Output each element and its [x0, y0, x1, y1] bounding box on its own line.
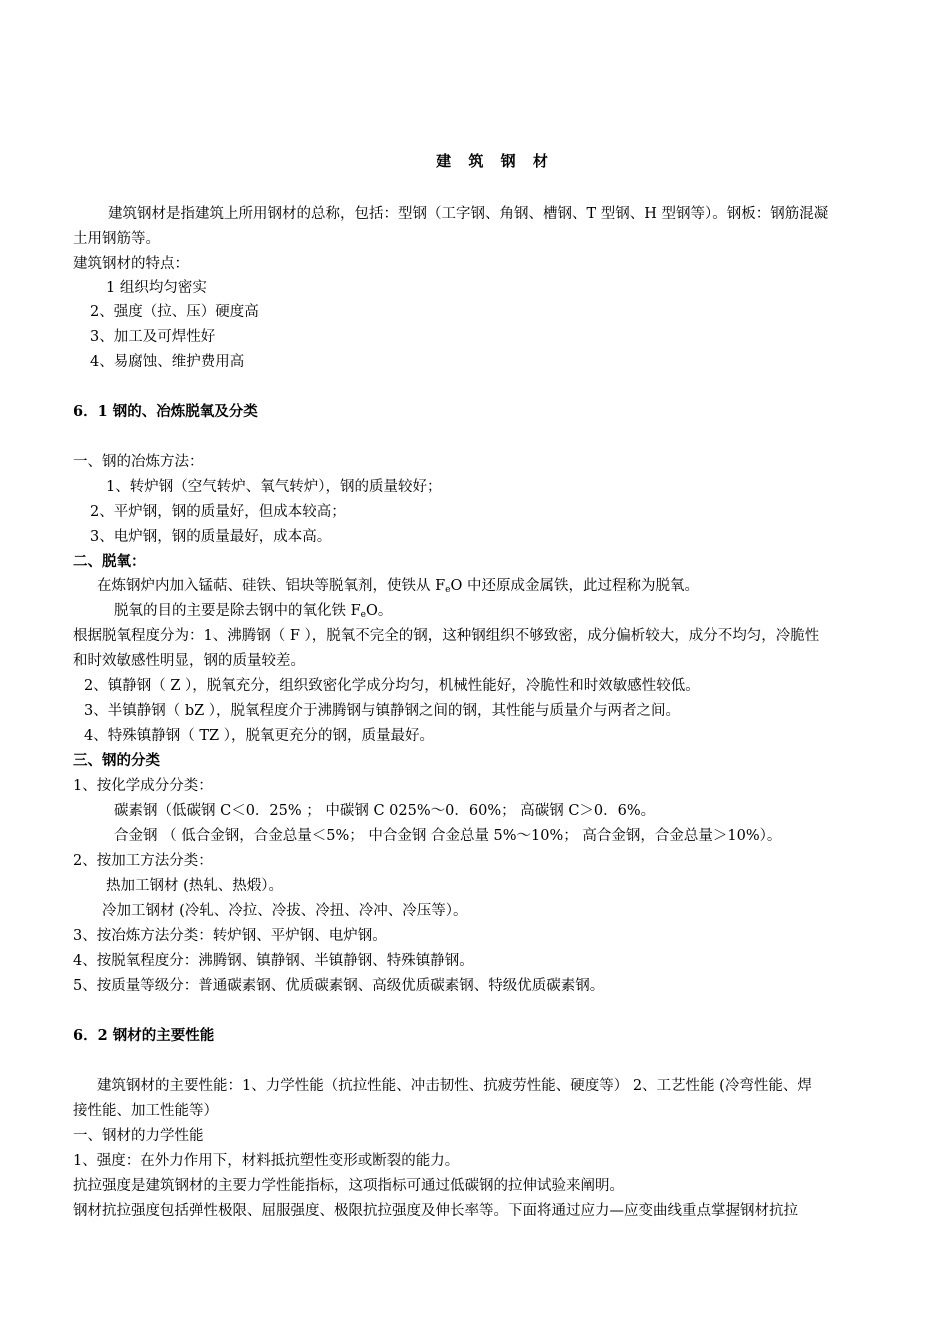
feature-item-3: 3、加工及可焊性好 [90, 329, 216, 345]
deoxidation-item-2: 2、镇静钢（ Z ），脱氧充分，组织致密化学成分均匀，机械性能好，冷脆性和时效敏感性较低。 [84, 678, 700, 694]
strength-line: 1、强度：在外力作用下，材料抵抗塑性变形或断裂的能力。 [73, 1153, 460, 1169]
document-title: 建 筑 钢 材 [436, 152, 554, 170]
smelting-item-3: 3、电炉钢，钢的质量最好，成本高。 [90, 529, 332, 545]
tensile-strength-line: 抗拉强度是建筑钢材的主要力学性能指标，这项指标可通过低碳钢的拉伸试验来阐明。 [73, 1178, 624, 1194]
classify-by-deoxidation: 4、按脱氧程度分：沸腾钢、镇静钢、半镇静钢、特殊镇静钢。 [73, 953, 474, 969]
mechanical-properties-heading: 一、钢材的力学性能 [73, 1128, 204, 1144]
classification-heading: 三、钢的分类 [73, 752, 160, 769]
deoxidation-item-4: 4、特殊镇静钢（ TZ ），脱氧更充分的钢，质量最好。 [84, 728, 434, 744]
deoxidation-item-3: 3、半镇静钢（ bZ ），脱氧程度介于沸腾钢与镇静钢之间的钢，其性能与质量介与两者之间。 [84, 703, 681, 719]
classify-by-smelting: 3、按冶炼方法分类：转炉钢、平炉钢、电炉钢。 [73, 928, 387, 944]
intro-line-2: 土用钢筋等。 [73, 231, 160, 247]
section-6-1-heading: 6．1 钢的、冶炼脱氧及分类 [73, 403, 258, 420]
deoxidation-para-3-line-1: 根据脱氧程度分为：1、沸腾钢（ F ），脱氧不完全的钢，这种钢组织不够致密，成分偏析较大，成分不均匀，冷脆性 [73, 628, 820, 644]
features-heading: 建筑钢材的特点： [73, 256, 189, 272]
classify-by-chemistry: 1、按化学成分分类： [73, 778, 213, 794]
last-line: 钢材抗拉强度包括弹性极限、屈服强度、极限抗拉强度及伸长率等。下面将通过应力—应变曲线重点掌握钢材抗拉 [73, 1203, 798, 1219]
hot-worked-line: 热加工钢材 (热轧、热煅）。 [106, 878, 284, 894]
intro-line-1: 建筑钢材是指建筑上所用钢材的总称，包括：型钢（工字钢、角钢、槽钢、T 型钢、H 型钢等）。钢板：钢筋混凝 [108, 206, 829, 222]
deoxidation-para-3-line-2: 和时效敏感性明显，钢的质量较差。 [73, 653, 305, 669]
feature-item-2: 2、强度（拉、压）硬度高 [90, 304, 259, 320]
carbon-steel-line: 碳素钢（低碳钢 C＜0．25% ； 中碳钢 C 025%～0．60%； 高碳钢 C＞0．6%。 [114, 803, 656, 819]
alloy-steel-line: 合金钢 （ 低合金钢，合金总量＜5%； 中合金钢 合金总量 5%～10%； 高合金钢，合金总量＞10%）。 [114, 828, 782, 844]
properties-para-line-2: 接性能、加工性能等） [73, 1103, 218, 1119]
classify-by-process: 2、按加工方法分类： [73, 853, 213, 869]
smelting-item-1: 1、转炉钢（空气转炉、氧气转炉），钢的质量较好； [106, 479, 442, 495]
properties-para-line-1: 建筑钢材的主要性能：1、力学性能（抗拉性能、冲击韧性、抗疲劳性能、硬度等） 2、工艺性能 (冷弯性能、焊 [97, 1078, 812, 1094]
section-6-2-heading: 6．2 钢材的主要性能 [73, 1027, 215, 1044]
deoxidation-heading: 二、脱氧： [73, 553, 146, 570]
deoxidation-para-1: 在炼钢炉内加入锰萜、硅铁、铝块等脱氧剂，使铁从 $F_eO$ 中还原成金属铁，此过程称为脱氧。 [97, 578, 699, 595]
feature-item-1: 1 组织均匀密实 [106, 280, 207, 296]
feature-item-4: 4、易腐蚀、维护费用高 [90, 354, 245, 370]
cold-worked-line: 冷加工钢材 (冷轧、冷拉、冷拔、冷扭、冷冲、冷压等）。 [102, 903, 468, 919]
smelting-heading: 一、钢的冶炼方法： [73, 454, 204, 470]
classify-by-quality: 5、按质量等级分：普通碳素钢、优质碳素钢、高级优质碳素钢、特级优质碳素钢。 [73, 978, 605, 994]
smelting-item-2: 2、平炉钢，钢的质量好，但成本较高； [90, 504, 346, 520]
deoxidation-para-2: 脱氧的目的主要是除去钢中的氧化铁 $F_eO$。 [114, 603, 393, 620]
